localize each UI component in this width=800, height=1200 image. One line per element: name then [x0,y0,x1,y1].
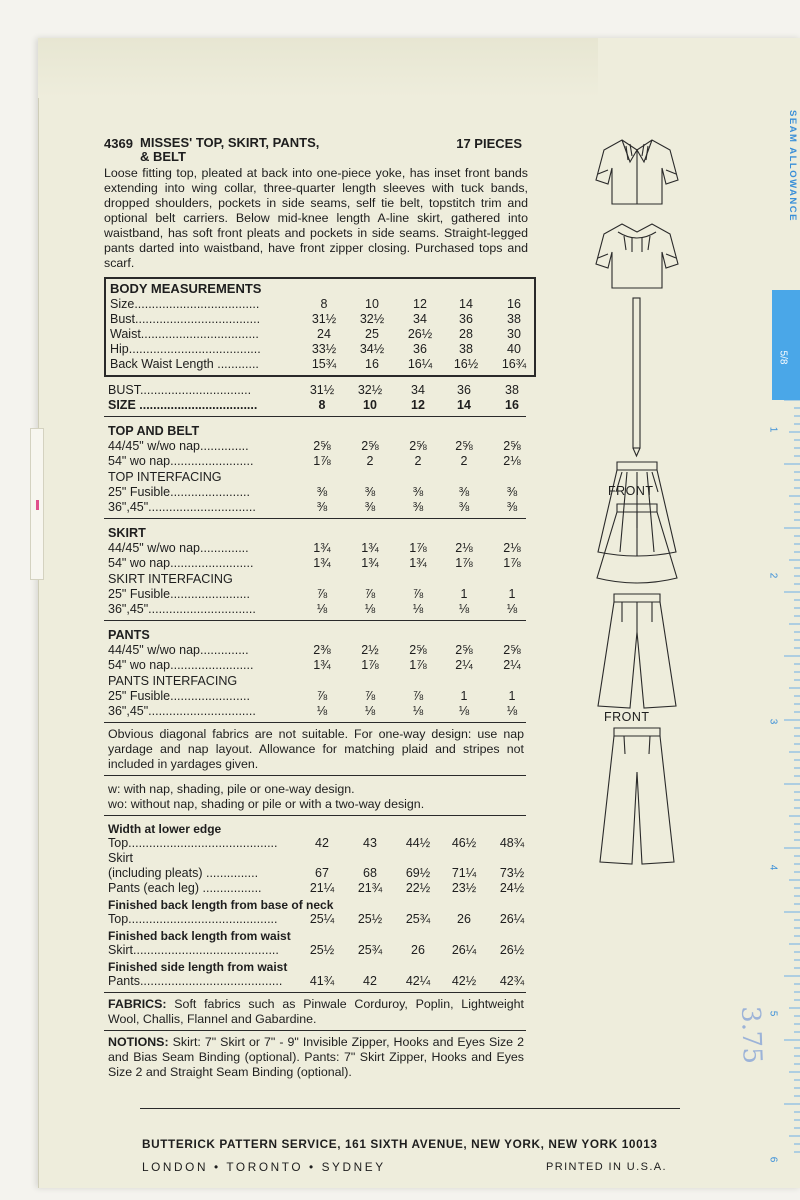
row-value: 26½ [499,943,525,957]
row-label: Back Waist Length ............ [110,357,259,371]
table-row [108,383,524,398]
footer-cities: LONDON • TORONTO • SYDNEY [142,1160,386,1174]
row-label: Top........................................... [108,912,278,926]
row-value: 2⅝ [313,439,331,453]
row-value: 10 [365,297,379,311]
ruler-number: 5 [767,1010,779,1017]
row-value: ⅛ [458,602,470,616]
table-row [108,658,524,673]
row-value: 25¾ [357,943,383,957]
row-value: ⅜ [316,500,328,514]
row-value: 38 [507,312,521,326]
row-value: 26 [457,912,471,926]
row-value: 26 [411,943,425,957]
row-value: 16¾ [501,357,527,371]
row-value: 22½ [405,881,431,895]
row-value: 26¼ [451,943,477,957]
row-value: 12 [411,398,425,412]
row-value: 2⅛ [503,454,521,468]
table-row [108,556,524,571]
row-label: 25" Fusible....................... [108,689,250,703]
row-value: 2½ [361,643,379,657]
row-value: 67 [315,866,329,880]
divider [104,1030,526,1031]
row-value: ⅞ [316,689,328,703]
row-value: ⅛ [506,704,518,718]
row-value: 1 [508,587,516,601]
row-value: 2⅝ [409,643,427,657]
row-value: ⅛ [316,704,328,718]
row-value: ⅛ [364,704,376,718]
table-row [108,439,524,454]
pieces-count: 17 PIECES [456,136,522,151]
row-value: 14 [457,398,471,412]
row-value: 36 [457,383,471,397]
row-value: 16¼ [407,357,433,371]
row-value: 8 [320,297,328,311]
row-value: 38 [505,383,519,397]
row-value: 15¾ [311,357,337,371]
yardage-section [108,525,524,617]
table-row [108,398,524,413]
front-label-2: FRONT [604,710,650,724]
divider [104,775,526,776]
row-value: 1⅞ [313,454,331,468]
row-label: (including pleats) ............... [108,866,259,880]
row-value: 1¾ [361,541,379,555]
table-row [108,643,524,658]
pattern-title: MISSES' TOP, SKIRT, PANTS, & BELT [140,135,320,164]
row-value: 40 [507,342,521,356]
row-value: 21¼ [309,881,335,895]
row-label: Hip...................................... [110,342,261,356]
row-value: 48¾ [499,836,525,850]
row-value: 1⅞ [409,658,427,672]
row-value: 38 [459,342,473,356]
table-row [110,312,530,327]
row-value: 2⅛ [503,541,521,555]
row-value: 25¼ [309,912,335,926]
row-value: 1⅞ [361,658,379,672]
row-value: 31½ [311,312,337,326]
skirt-illustration-front [598,462,676,556]
interfacing-title: SKIRT INTERFACING [108,572,233,586]
row-label: Size.................................... [110,297,260,311]
divider [104,416,526,417]
row-value: ⅞ [412,689,424,703]
table-row [108,836,524,851]
table-row [108,866,524,881]
row-value: ⅞ [364,689,376,703]
ruler-number: 3 [767,718,779,725]
row-value: ⅜ [412,500,424,514]
row-value: 1¾ [313,556,331,570]
row-value: 2⅛ [455,541,473,555]
row-label: BUST................................ [108,383,252,397]
ruler-blue-band [772,290,800,400]
row-value: 16 [365,357,379,371]
row-value: 69½ [405,866,431,880]
row-value: 2 [366,454,374,468]
row-value: 2⅝ [455,439,473,453]
footer-printed: PRINTED IN U.S.A. [546,1161,667,1173]
row-label: 25" Fusible....................... [108,587,250,601]
row-label: Top........................................... [108,836,278,850]
ruler-number: 2 [767,572,779,579]
row-value: 34 [413,312,427,326]
row-value: 32½ [359,312,385,326]
row-value: 42 [315,836,329,850]
finished-measurements [108,898,524,927]
row-value: 73½ [499,866,525,880]
row-label: 54" wo nap........................ [108,454,254,468]
pants-illustration-back [600,728,674,864]
divider [104,620,526,621]
table-row [108,541,524,556]
row-value: 25½ [357,912,383,926]
top-illustration-back [596,224,678,288]
row-value: ⅜ [316,485,328,499]
row-value: 36 [413,342,427,356]
row-value: ⅛ [412,704,424,718]
ruler-number: 1 [767,426,779,433]
row-value: ⅜ [458,485,470,499]
row-value: 30 [507,327,521,341]
pattern-header [100,128,532,164]
row-value: 41¾ [309,974,335,988]
handwritten-note: 3.75 [734,1005,767,1065]
note-without-nap: wo: without nap, shading or pile or with a two-way design. [108,797,425,811]
table-row [108,485,524,500]
row-value: 42½ [451,974,477,988]
row-value: 26½ [407,327,433,341]
finished-title: Finished back length from waist [108,929,291,943]
divider [104,518,526,519]
row-value: 25¾ [405,912,431,926]
row-value: 1⅞ [503,556,521,570]
divider [104,815,526,816]
row-label: 54" wo nap........................ [108,556,254,570]
row-value: 44½ [405,836,431,850]
belt-illustration [633,298,640,456]
row-value: 26¼ [499,912,525,926]
row-value: 24 [317,327,331,341]
row-label: Skirt [108,851,133,865]
row-value: 10 [363,398,377,412]
row-value: 68 [363,866,377,880]
pants-illustration-front [598,594,676,708]
row-value: 2 [460,454,468,468]
yardage-section [108,423,524,515]
row-value: ⅛ [412,602,424,616]
table-row [110,342,530,357]
ruler-number: 6 [767,1156,779,1163]
interfacing-title: PANTS INTERFACING [108,674,238,688]
section-title: SKIRT [108,526,146,540]
row-label: Pants (each leg) ................. [108,881,262,895]
table-row [108,587,524,602]
row-value: ⅜ [458,500,470,514]
row-value: ⅜ [412,485,424,499]
pattern-number: 4369 [104,136,133,151]
row-value: 2 [414,454,422,468]
row-label: Waist.................................. [110,327,259,341]
row-value: 28 [459,327,473,341]
row-value: 33½ [311,342,337,356]
row-value: 8 [318,398,326,412]
row-value: 12 [413,297,427,311]
pattern-info [100,128,532,1080]
row-value: 42¼ [405,974,431,988]
pink-mark [36,500,39,510]
section-title: PANTS [108,628,150,642]
table-row [108,912,524,927]
table-row [108,851,524,866]
row-value: ⅜ [364,500,376,514]
envelope-flap [38,38,598,98]
row-label: 44/45" w/wo nap.............. [108,439,249,453]
row-value: ⅜ [506,485,518,499]
row-value: 24½ [499,881,525,895]
row-value: 1⅞ [455,556,473,570]
row-value: 1¾ [409,556,427,570]
footer-company: BUTTERICK PATTERN SERVICE, 161 SIXTH AVENUE, NEW YORK, NEW YORK 10013 [142,1137,658,1151]
table-row [108,602,524,617]
row-label: Pants......................................... [108,974,283,988]
table-row [110,297,530,312]
row-value: 25 [365,327,379,341]
row-value: 42¾ [499,974,525,988]
divider [104,992,526,993]
row-label: 54" wo nap........................ [108,658,254,672]
garment-illustrations [592,132,682,962]
row-value: ⅛ [458,704,470,718]
row-value: 34 [411,383,425,397]
finished-measurements [108,929,524,958]
row-value: 43 [363,836,377,850]
row-value: 1⅞ [409,541,427,555]
row-value: ⅛ [364,602,376,616]
row-value: ⅜ [506,500,518,514]
finished-title: Finished back length from base of neck [108,898,334,912]
yardage-section [108,627,524,719]
row-value: 2⅝ [503,643,521,657]
divider [104,722,526,723]
row-label: 44/45" w/wo nap.............. [108,541,249,555]
row-value: ⅞ [316,587,328,601]
row-value: 31½ [309,383,335,397]
row-value: 34½ [359,342,385,356]
table-row [108,454,524,469]
row-value: 1¾ [313,658,331,672]
front-label-1: FRONT [608,484,654,498]
body-measurements-box [104,277,536,377]
row-value: 1 [460,587,468,601]
row-label: SIZE .................................. [108,398,258,412]
row-label: 36",45"............................... [108,704,256,718]
row-value: 1 [460,689,468,703]
row-value: 16½ [453,357,479,371]
row-value: 1¾ [313,541,331,555]
row-value: 14 [459,297,473,311]
row-value: ⅜ [364,485,376,499]
row-value: 2⅝ [455,643,473,657]
row-value: 23½ [451,881,477,895]
row-value: 16 [505,398,519,412]
row-value: 25½ [309,943,335,957]
row-value: 2⅝ [409,439,427,453]
table-row [110,327,530,342]
finished-measurements [108,822,524,896]
row-value: 36 [459,312,473,326]
ruler-fraction: 5/8 [777,350,789,365]
row-value: 2⅜ [313,643,331,657]
row-label: Bust.................................... [110,312,261,326]
ruler-number: 4 [767,864,779,871]
row-label: 25" Fusible....................... [108,485,250,499]
row-value: 1 [508,689,516,703]
row-value: 16 [507,297,521,311]
finished-title: Width at lower edge [108,822,222,836]
row-label: 44/45" w/wo nap.............. [108,643,249,657]
table-row [108,704,524,719]
seam-allowance-label: SEAM ALLOWANCE [787,110,798,222]
row-value: 2¼ [455,658,473,672]
top-illustration-front [596,140,678,204]
row-value: 32½ [357,383,383,397]
pattern-description: Loose fitting top, pleated at back into one-piece yoke, has inset front bands extending into wing collar, three-quarter length sleeves with tuck bands, dropped shoulders, pockets in side seams, self tie belt, topstitch trim and optional belt carriers. Below mid-knee length A-line skirt, gathered into waistband, has soft front pleats and pockets in side seams. Straight-legged pants darted into waistband, have front zipper closing. Purchased tops and scarf. [104,166,528,270]
row-value: 2¼ [503,658,521,672]
row-value: 2⅝ [503,439,521,453]
row-value: 46½ [451,836,477,850]
row-value: 42 [363,974,377,988]
table-row [108,974,524,989]
note-with-nap: w: with nap, shading, pile or one-way design. [108,782,355,796]
finished-measurements [108,960,524,989]
table-row [108,500,524,515]
body-measurements-title: BODY MEASUREMENTS [110,281,262,296]
row-label: 36",45"............................... [108,602,256,616]
notions: NOTIONS: Skirt: 7" Skirt or 7" - 9" Invisible Zipper, Hooks and Eyes Size 2 and Bias Seam Binding (optional). Pants: 7" Skirt Zipper, Hooks and Eyes Size 2 and Straight Seam Binding (optional). [108,1035,524,1079]
row-label: Skirt.......................................... [108,943,279,957]
table-row [108,689,524,704]
size-header [108,383,524,413]
row-value: ⅞ [364,587,376,601]
row-value: 1¾ [361,556,379,570]
row-value: ⅞ [412,587,424,601]
table-row [108,943,524,958]
interfacing-title: TOP INTERFACING [108,470,222,484]
finished-title: Finished side length from waist [108,960,288,974]
table-row [108,881,524,896]
row-value: ⅛ [506,602,518,616]
table-row [110,357,530,372]
fabrics: FABRICS: Soft fabrics such as Pinwale Corduroy, Poplin, Lightweight Wool, Challis, Flannel and Gabardine. [108,997,524,1026]
row-value: ⅛ [316,602,328,616]
row-value: 21¾ [357,881,383,895]
section-title: TOP AND BELT [108,424,200,438]
row-value: 71¼ [451,866,477,880]
note-diagonal: Obvious diagonal fabrics are not suitable. For one-way design: use nap yardage and nap layout. Allowance for matching plaid and stripes not included in yardages given. [108,727,524,771]
footer-rule [140,1108,680,1109]
row-label: 36",45"............................... [108,500,256,514]
row-value: 2⅝ [361,439,379,453]
